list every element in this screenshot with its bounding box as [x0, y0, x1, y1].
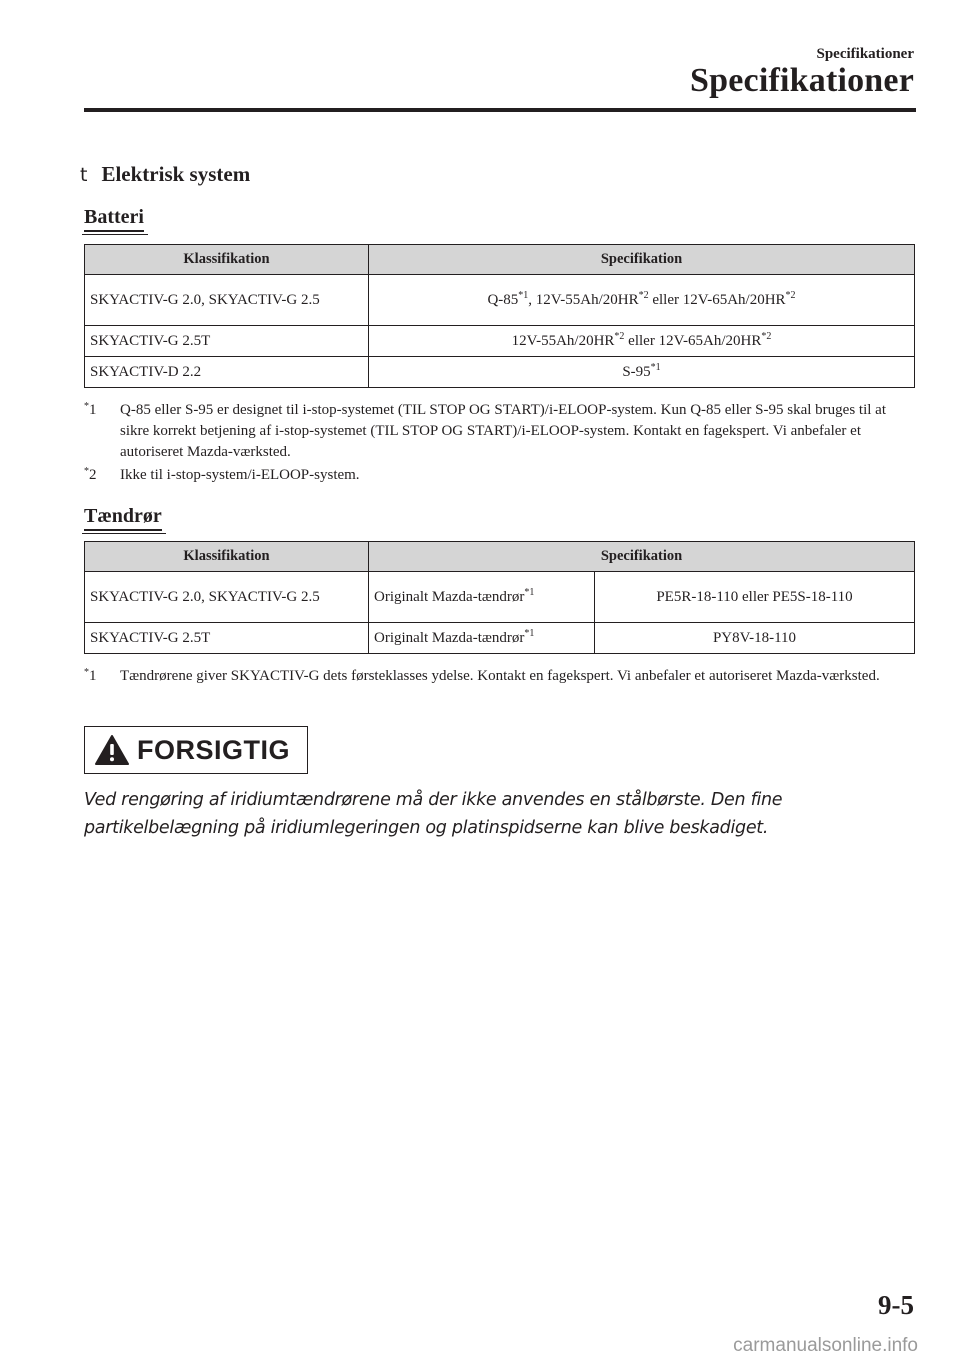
- caution-box: [84, 726, 308, 774]
- table-header-row: [85, 245, 915, 275]
- footnote: [84, 666, 914, 687]
- table-cell-spec: PE5R-18-110 eller PE5S-18-110: [595, 572, 915, 623]
- table-cell-type: Originalt Mazda-tændrør$^{*1}$: [369, 623, 595, 654]
- footnote-ref: *1: [524, 586, 535, 598]
- header-rule: [84, 108, 916, 112]
- table-row: [85, 572, 915, 623]
- warning-icon: [94, 734, 130, 766]
- table-cell-class: SKYACTIV-G 2.0, SKYACTIV-G 2.5: [85, 275, 369, 326]
- footnote-ref: *2: [761, 330, 772, 342]
- spec-part: Q-85: [487, 291, 519, 308]
- footnote-text: Tændrørene giver SKYACTIV-G dets førsteklasses ydelse. Kontakt en fagekspert. Vi anbefaler et autoriseret Mazda-værksted.: [120, 668, 880, 684]
- spec-part: eller 12V-65Ah/20HR: [624, 332, 762, 349]
- footnote: [84, 465, 914, 486]
- header-section-small: Specifikationer: [816, 46, 914, 62]
- watermark: carmanualsonline.info: [733, 1335, 918, 1356]
- column-header: Klassifikation: [85, 542, 369, 572]
- batteri-table: [84, 244, 915, 388]
- section-title-text: Elektrisk system: [101, 162, 251, 186]
- footnote-text: Ikke til i-stop-system/i-ELOOP-system.: [120, 467, 360, 483]
- table-cell-spec: [369, 326, 915, 357]
- footnote-text: Q-85 eller S-95 er designet til i-stop-systemet (TIL STOP OG START)/i-ELOOP-system. Kun Q-85 eller S-95 skal bruges til at sikre korrekt betjening af i-stop-systemet (TIL STOP OG START)/i-ELOOP-system. Kontakt en fagekspert. Vi anbefaler et autoriseret Mazda-værksted.: [120, 402, 886, 460]
- table-cell-type: Originalt Mazda-tændrør$^{*1}$: [369, 572, 595, 623]
- section-marker: t: [80, 164, 88, 186]
- table-row: [85, 623, 915, 654]
- footnote-number: *2: [84, 466, 97, 483]
- footnote-ref: *2: [614, 330, 625, 342]
- spec-part: S-95: [622, 363, 651, 380]
- table-cell-class: SKYACTIV-G 2.0, SKYACTIV-G 2.5: [85, 572, 369, 623]
- page-number: 9-5: [878, 1290, 914, 1320]
- table-header-row: [85, 542, 915, 572]
- column-header: Klassifikation: [85, 245, 369, 275]
- spec-part: , 12V-55Ah/20HR: [528, 291, 639, 308]
- footnote-ref: *2: [785, 289, 796, 301]
- table-cell-class: SKYACTIV-D 2.2: [85, 357, 369, 388]
- batteri-footnotes: [84, 400, 914, 486]
- caution-text: Ved rengøring af iridiumtændrørene må der ikke anvendes en stålbørste. Den fine partikelbelægning på iridiumlegeringen og platinspidserne kan blive beskadiget.: [84, 790, 783, 838]
- footnote-number: *1: [84, 667, 97, 684]
- footnote-ref: *1: [524, 627, 535, 639]
- footnote-number: *1: [84, 401, 97, 418]
- taendroer-table: [84, 541, 915, 654]
- column-header: Specifikation: [369, 245, 915, 275]
- header-section-title: Specifikationer: [690, 62, 914, 99]
- table-cell-class: SKYACTIV-G 2.5T: [85, 623, 369, 654]
- taendroer-footnotes: [84, 666, 914, 687]
- footnote: [84, 400, 914, 463]
- table-cell-class: SKYACTIV-G 2.5T: [85, 326, 369, 357]
- table-row: [85, 357, 915, 388]
- table-row: [85, 326, 915, 357]
- table-cell-spec: [369, 357, 915, 388]
- caution-label: FORSIGTIG: [137, 734, 290, 765]
- section-title: [80, 162, 250, 187]
- column-header: Specifikation: [369, 542, 915, 572]
- table-cell-spec: [369, 275, 915, 326]
- footnote-ref: *2: [638, 289, 649, 301]
- table-row: [85, 275, 915, 326]
- table-cell-spec: PY8V-18-110: [595, 623, 915, 654]
- taendroer-heading: Tændrør: [84, 504, 162, 531]
- batteri-heading: Batteri: [84, 205, 144, 232]
- footnote-ref: *1: [650, 361, 661, 373]
- spec-part: 12V-55Ah/20HR: [511, 332, 615, 349]
- spec-part: eller 12V-65Ah/20HR: [648, 291, 786, 308]
- footnote-ref: *1: [518, 289, 529, 301]
